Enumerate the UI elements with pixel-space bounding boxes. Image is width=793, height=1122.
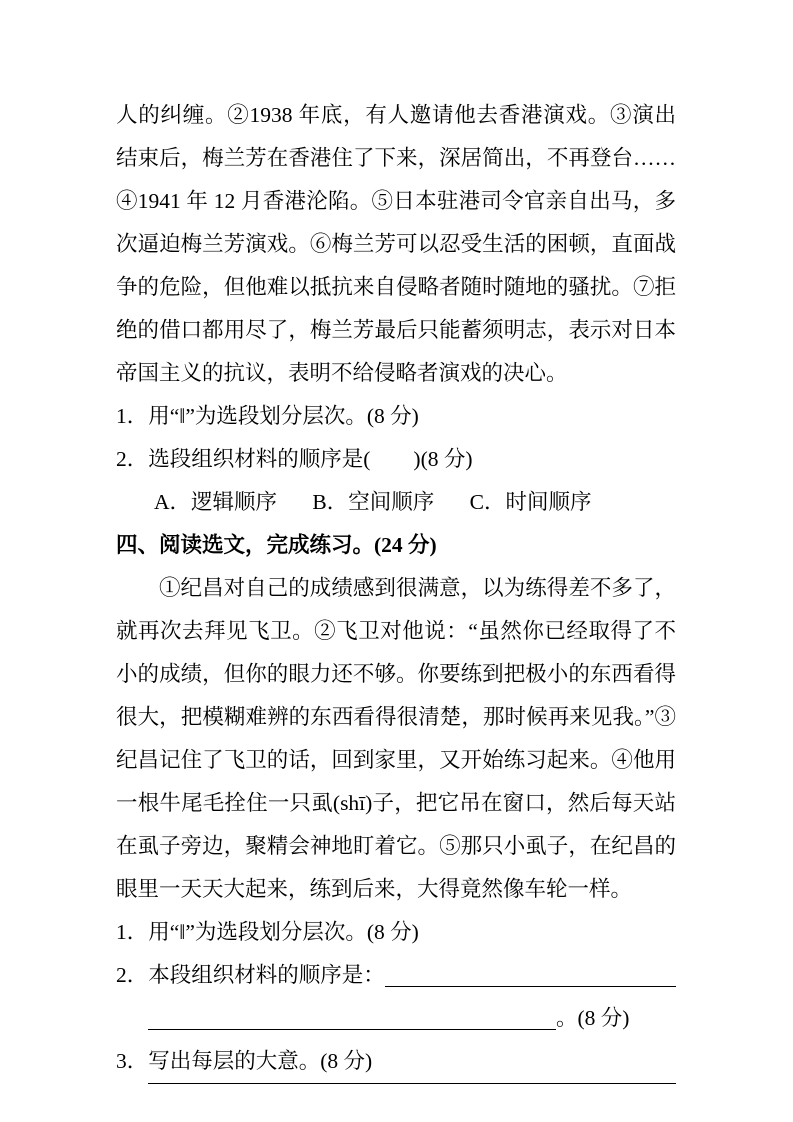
question-s3-1: 1．用“‖”为选段划分层次。(8 分) xyxy=(116,404,419,428)
question-s4-1: 1．用“‖”为选段划分层次。(8 分) xyxy=(116,920,419,944)
question-s4-2-continuation xyxy=(116,997,676,1040)
question-s3-2-options xyxy=(116,481,676,524)
option-b: B．空间顺序 xyxy=(312,490,435,514)
question-s4-2 xyxy=(116,954,676,997)
answer-blank-3 xyxy=(148,1083,676,1084)
answer-blank-2 xyxy=(148,997,556,1030)
passage-jichang: ①纪昌对自己的成绩感到很满意，以为练得差不多了，就再次去拜见飞卫。②飞卫对他说：“虽然你已经取得了不小的成绩，但你的眼力还不够。你要练到把极小的东西看得很大，把模糊难辨的东西看得很清楚，那时候再来见我。”③纪昌记住了飞卫的话，回到家里，又开始练习起来。④他用一根牛尾毛拴住一只虱(shī)子，把它吊在窗口，然后每天站在虱子旁边，聚精会神地盯着它。⑤那只小虱子，在纪昌的眼里一天天大起来，练到后来，大得竟然像车轮一样。 xyxy=(116,576,676,901)
passage-meilanfang: 人的纠缠。②1938 年底，有人邀请他去香港演戏。③演出结束后，梅兰芳在香港住了下来，深居简出，不再登台……④1941 年 12 月香港沦陷。⑤日本驻港司令官亲自出马，多次逼迫梅兰芳演戏。⑥梅兰芳可以忍受生活的困顿，直面战争的危险，但他难以抵抗来自侵略者随时随地的骚扰。⑦拒绝的借口都用尽了，梅兰芳最后只能蓄须明志，表示对日本帝国主义的抗议，表明不给侵略者演戏的决心。 xyxy=(116,103,676,385)
answer-blank-1 xyxy=(385,954,676,987)
question-s3-2: 2．选段组织材料的顺序是( )(8 分) xyxy=(116,447,473,471)
option-a: A．逻辑顺序 xyxy=(154,490,278,514)
question-s4-3-answer-line xyxy=(116,1083,676,1094)
question-s4-2-label: 2．本段组织材料的顺序是： xyxy=(116,963,385,987)
question-s4-3: 3．写出每层的大意。(8 分) xyxy=(116,1049,373,1073)
section-4-heading: 四、阅读选文，完成练习。(24 分) xyxy=(116,533,437,557)
question-s4-2-suffix: 。(8 分) xyxy=(556,1006,630,1030)
option-c: C．时间顺序 xyxy=(469,490,592,514)
